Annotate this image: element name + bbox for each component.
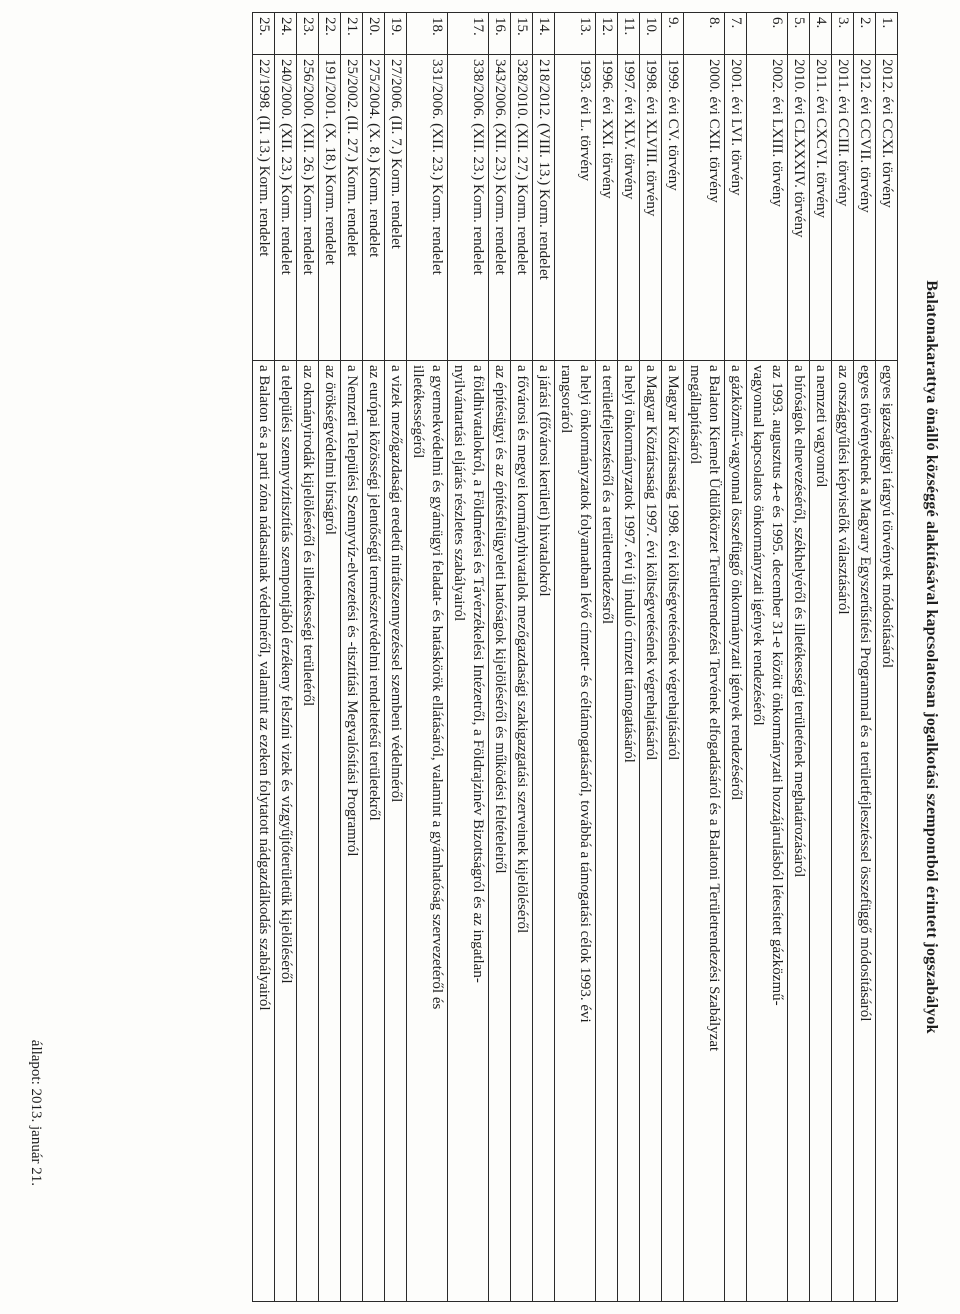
legislation-reference: 1999. évi CV. törvény — [662, 55, 684, 361]
table-row — [854, 13, 876, 1302]
legislation-reference: 275/2004. (X. 8.) Korm. rendelet — [363, 55, 385, 361]
legislation-reference: 2010. évi CLXXXIV. törvény — [788, 55, 810, 361]
row-number: 3. — [832, 13, 854, 55]
row-number: 10. — [640, 13, 662, 55]
subject-line: a területfejlesztésről és a területrendezésről — [599, 365, 615, 625]
legislation-reference: 191/2001. (X. 18.) Korm. rendelet — [319, 55, 341, 361]
row-number: 2. — [854, 13, 876, 55]
subject-line: a gyermekvédelmi és gyámügyi feladat- és hatáskörök ellátásáról, valamint a gyámhatóság szervezetéről és — [429, 365, 445, 1010]
legislation-reference: 25/2002. (II. 27.) Korm. rendelet — [341, 55, 363, 361]
legislation-subject — [832, 361, 854, 1302]
table-row — [640, 13, 662, 1302]
table-row — [555, 13, 596, 1302]
subject-line: a Magyar Köztársaság 1997. évi költségvetésének végrehajtásáról — [643, 365, 659, 761]
row-number: 9. — [662, 13, 684, 55]
legislation-subject — [684, 361, 725, 1302]
table-row — [662, 13, 684, 1302]
legislation-reference: 240/2000. (XII. 23.) Korm. rendelet — [275, 55, 297, 361]
subject-line: a földhivatalokról, a Földmérési és Távérzékelési Intézetről, a Földrajzinév Bizottságról és az ingatlan- — [470, 365, 486, 983]
legislation-reference: 1997. évi XLV. törvény — [618, 55, 640, 361]
table-row — [725, 13, 747, 1302]
table-row — [297, 13, 319, 1302]
legislation-subject — [640, 361, 662, 1302]
table-row — [319, 13, 341, 1302]
row-number: 16. — [489, 13, 511, 55]
legislation-reference: 27/2006. (II. 7.) Korm. rendelet — [385, 55, 407, 361]
subject-line: egyes törvényeknek a Magyary Egyszerűsítési Programmal és a területfejlesztéssel összefüggő módosításáról — [857, 365, 873, 1022]
row-number: 12. — [596, 13, 618, 55]
row-number: 23. — [297, 13, 319, 55]
legislation-subject — [319, 361, 341, 1302]
legislation-subject — [596, 361, 618, 1302]
legislation-table — [252, 12, 898, 1302]
row-number: 5. — [788, 13, 810, 55]
legislation-subject — [275, 361, 297, 1302]
row-number: 4. — [810, 13, 832, 55]
legislation-reference: 2011. évi CCIII. törvény — [832, 55, 854, 361]
table-row — [363, 13, 385, 1302]
table-row — [533, 13, 555, 1302]
table-row — [832, 13, 854, 1302]
subject-line: az okmányirodák kijelöléséről és illetékességi területéről — [300, 365, 316, 707]
row-number: 7. — [725, 13, 747, 55]
row-number: 6. — [747, 13, 788, 55]
legislation-reference: 1993. évi L. törvény — [555, 55, 596, 361]
legislation-reference: 343/2006. (XII. 23.) Korm. rendelet — [489, 55, 511, 361]
subject-line: nyilvántartási eljárás részletes szabályairól — [451, 365, 467, 622]
legislation-subject — [407, 361, 448, 1302]
legislation-reference: 2011. évi CXCVI. törvény — [810, 55, 832, 361]
row-number: 21. — [341, 13, 363, 55]
legislation-subject — [725, 361, 747, 1302]
subject-line: a vizek mezőgazdasági eredetű nitrátszennyezéssel szembeni védelméről — [388, 365, 404, 803]
table-row — [684, 13, 725, 1302]
legislation-subject — [511, 361, 533, 1302]
legislation-reference: 328/2010. (XII. 27.) Korm. rendelet — [511, 55, 533, 361]
legislation-reference: 2012. évi CCXI. törvény — [876, 55, 898, 361]
subject-line: a Balaton Kiemelt Üdülőkörzet Területrendezési Tervének elfogadásáról és a Balatoni Területrendezési Szabályzat — [706, 365, 722, 1052]
row-number: 24. — [275, 13, 297, 55]
subject-line: az országgyűlési képviselők választásáról — [835, 365, 851, 615]
subject-line: a helyi önkormányzatok folyamatban lévő címzett- és céltámogatásáról, továbbá a támogatási célok 1993. évi — [577, 365, 593, 1023]
subject-line: a gázközmű-vagyonnal összefüggő önkormányzati igények rendezéséről — [728, 365, 744, 801]
table-row — [788, 13, 810, 1302]
subject-line: vagyonnal kapcsolatos önkormányzati igények rendezéséről — [750, 365, 766, 726]
row-number: 1. — [876, 13, 898, 55]
row-number: 8. — [684, 13, 725, 55]
legislation-reference: 331/2006. (XII. 23.) Korm. rendelet — [407, 55, 448, 361]
table-row — [275, 13, 297, 1302]
legislation-reference: 1996. évi XXI. törvény — [596, 55, 618, 361]
legislation-subject — [489, 361, 511, 1302]
subject-line: illetékességéről — [410, 365, 426, 459]
legislation-reference: 2002. évi LXIII. törvény — [747, 55, 788, 361]
legislation-reference: 22/1998. (II. 13.) Korm. rendelet — [253, 55, 275, 361]
subject-line: egyes igazságügyi tárgyú törvények módosításáról — [879, 365, 895, 668]
legislation-subject — [363, 361, 385, 1302]
legislation-subject — [448, 361, 489, 1302]
legislation-table-body — [253, 13, 898, 1302]
row-number: 25. — [253, 13, 275, 55]
legislation-subject — [747, 361, 788, 1302]
table-row — [407, 13, 448, 1302]
row-number: 15. — [511, 13, 533, 55]
table-row — [747, 13, 788, 1302]
table-row — [810, 13, 832, 1302]
legislation-reference: 2001. évi LVI. törvény — [725, 55, 747, 361]
row-number: 14. — [533, 13, 555, 55]
subject-line: a nemzeti vagyonról — [813, 365, 829, 488]
subject-line: a Nemzeti Települési Szennyvíz-elvezetési és -tisztítási Megvalósítási Programról — [344, 365, 360, 857]
legislation-subject — [876, 361, 898, 1302]
row-number: 18. — [407, 13, 448, 55]
table-row — [511, 13, 533, 1302]
legislation-reference: 2000. évi CXII. törvény — [684, 55, 725, 361]
table-row — [876, 13, 898, 1302]
legislation-reference: 1998. évi XLVIII. törvény — [640, 55, 662, 361]
row-number: 13. — [555, 13, 596, 55]
table-row — [253, 13, 275, 1302]
subject-line: az 1993. augusztus 4-e és 1995. december 31-e között önkormányzati hozzájárulásból létesített gázközmű- — [769, 365, 785, 1006]
legislation-subject — [297, 361, 319, 1302]
status-date: állapot: 2013. január 21. — [28, 1039, 44, 1186]
subject-line: a helyi önkormányzatok 1997. évi új induló címzett támogatásáról — [621, 365, 637, 763]
subject-line: az örökségvédelmi bírságról — [322, 365, 338, 535]
table-row — [385, 13, 407, 1302]
row-number: 11. — [618, 13, 640, 55]
subject-line: a Magyar Köztársaság 1998. évi költségvetésének végrehajtásáról — [665, 365, 681, 761]
subject-line: a fővárosi és megyei kormányhivatalok mezőgazdasági szakigazgatási szerveinek kijelöléséről — [514, 365, 530, 934]
table-row — [596, 13, 618, 1302]
table-row — [341, 13, 363, 1302]
table-row — [618, 13, 640, 1302]
legislation-subject — [854, 361, 876, 1302]
legislation-subject — [810, 361, 832, 1302]
legislation-subject — [341, 361, 363, 1302]
row-number: 22. — [319, 13, 341, 55]
legislation-subject — [618, 361, 640, 1302]
legislation-reference: 338/2006. (XII. 23.) Korm. rendelet — [448, 55, 489, 361]
legislation-reference: 256/2000. (XII. 26.) Korm. rendelet — [297, 55, 319, 361]
subject-line: az európai közösségi jelentőségű természetvédelmi rendeltetésű területekről — [366, 365, 382, 821]
legislation-subject — [385, 361, 407, 1302]
subject-line: rangsoráról — [558, 365, 574, 434]
legislation-subject — [533, 361, 555, 1302]
legislation-subject — [555, 361, 596, 1302]
legislation-reference: 2012. évi CCVII. törvény — [854, 55, 876, 361]
subject-line: a bíróságok elnevezéséről, székhelyéről és illetékességi területének meghatározásáról — [791, 365, 807, 878]
table-row — [448, 13, 489, 1302]
legislation-reference: 218/2012. (VIII. 13.) Korm. rendelet — [533, 55, 555, 361]
subject-line: a települési szennyvíztisztítás szempontjából érzékeny felszíni vizek és vízgyűjtőterületük kijelöléséről — [278, 365, 294, 984]
row-number: 19. — [385, 13, 407, 55]
subject-line: a Balaton és a parti zóna nádasainak védelméről, valamint az ezeken folytatott nádgazdálkodás szabályairól — [256, 365, 272, 1011]
legislation-subject — [253, 361, 275, 1302]
table-row — [489, 13, 511, 1302]
row-number: 20. — [363, 13, 385, 55]
subject-line: az építésügyi és az építésfelügyeleti hatóságok kijelöléséről és működési feltételeiről — [492, 365, 508, 874]
subject-line: a járási (fővárosi kerületi) hivatalokról — [536, 365, 552, 597]
document-title: Balatonakarattya önálló községgé alakításával kapcsolatosan jogalkotási szempontból érintett jogszabályok — [923, 280, 940, 1034]
legislation-subject — [788, 361, 810, 1302]
subject-line: megállapításáról — [687, 365, 703, 465]
legislation-subject — [662, 361, 684, 1302]
row-number: 17. — [448, 13, 489, 55]
